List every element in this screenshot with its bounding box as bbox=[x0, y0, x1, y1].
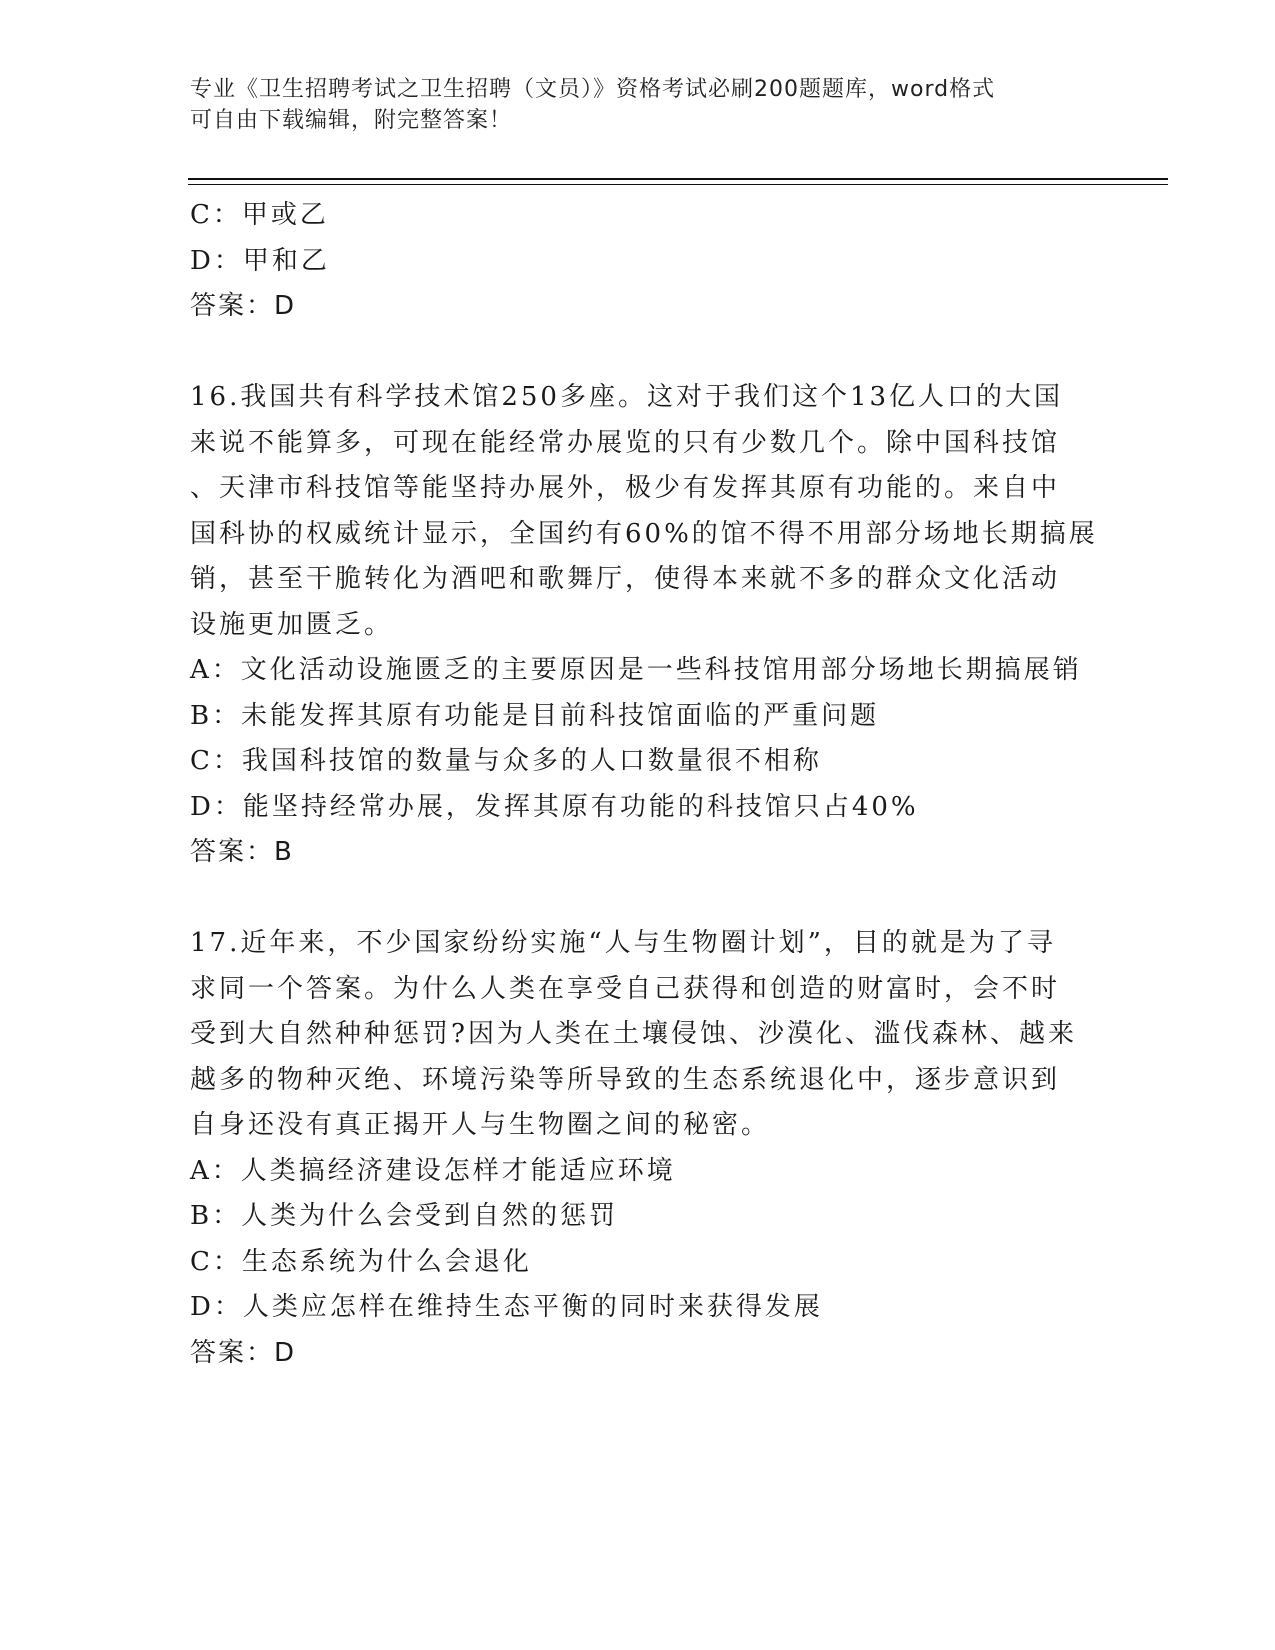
question-stem-line: 16.我国共有科学技术馆250多座。这对于我们这个13亿人口的大国 bbox=[190, 382, 1064, 412]
option-c: C：我国科技馆的数量与众多的人口数量很不相称 bbox=[190, 746, 822, 776]
question-16 bbox=[190, 375, 1098, 876]
option-a: A：文化活动设施匮乏的主要原因是一些科技馆用部分场地长期搞展销 bbox=[190, 655, 1082, 685]
answer-line: 答案：D bbox=[190, 1337, 297, 1368]
spacer bbox=[190, 330, 1090, 376]
question-stem-line: 来说不能算多，可现在能经常办展览的只有少数几个。除中国科技馆 bbox=[190, 427, 1061, 458]
question-stem-line: 销，甚至干脆转化为酒吧和歌舞厅，使得本来就不多的群众文化活动 bbox=[190, 564, 1061, 594]
question-stem-line: 17.近年来，不少国家纷纷实施“人与生物圈计划”，目的就是为了寻 bbox=[190, 928, 1056, 958]
question-stem-line: 受到大自然种种惩罚?因为人类在土壤侵蚀、沙漠化、滥伐森林、越来 bbox=[190, 1019, 1077, 1049]
header-divider-thick bbox=[188, 178, 1168, 180]
question-stem-line: 国科协的权威统计显示，全国约有60%的馆不得不用部分场地长期搞展 bbox=[190, 518, 1098, 549]
question-15 bbox=[190, 193, 1090, 330]
header-divider-thin bbox=[188, 184, 1168, 185]
spacer bbox=[190, 876, 1090, 922]
question-stem-line: 越多的物种灭绝、环境污染等所导致的生态系统退化中，逐步意识到 bbox=[190, 1064, 1061, 1095]
option-d: D：能坚持经常办展，发挥其原有功能的科技馆只占40% bbox=[190, 791, 919, 822]
answer-line: 答案：D bbox=[190, 291, 297, 321]
question-stem-line: 、天津市科技馆等能坚持办展外，极少有发挥其原有功能的。来自中 bbox=[190, 473, 1061, 503]
option-a: A：人类搞经济建设怎样才能适应环境 bbox=[190, 1155, 676, 1186]
question-content bbox=[190, 193, 1098, 1376]
document-header bbox=[190, 74, 1090, 136]
option-b: B：未能发挥其原有功能是目前科技馆面临的严重问题 bbox=[190, 700, 880, 731]
question-17 bbox=[190, 921, 1090, 1376]
option-d: D：甲和乙 bbox=[190, 245, 330, 276]
question-stem-line: 设施更加匮乏。 bbox=[190, 609, 394, 640]
answer-line: 答案：B bbox=[190, 837, 294, 867]
question-stem-line: 求同一个答案。为什么人类在享受自己获得和创造的财富时，会不时 bbox=[190, 973, 1061, 1004]
question-stem-line: 自身还没有真正揭开人与生物圈之间的秘密。 bbox=[190, 1110, 771, 1140]
option-d: D：人类应怎样在维持生态平衡的同时来获得发展 bbox=[190, 1292, 823, 1322]
header-subtitle-line: 可自由下载编辑，附完整答案！ bbox=[190, 108, 513, 133]
option-c: C：甲或乙 bbox=[190, 200, 329, 230]
option-c: C：生态系统为什么会退化 bbox=[190, 1246, 532, 1277]
header-title-line: 专业《卫生招聘考试之卫生招聘（文员）》资格考试必刷200题题库，word格式 bbox=[190, 77, 996, 102]
option-b: B：人类为什么会受到自然的惩罚 bbox=[190, 1201, 619, 1231]
